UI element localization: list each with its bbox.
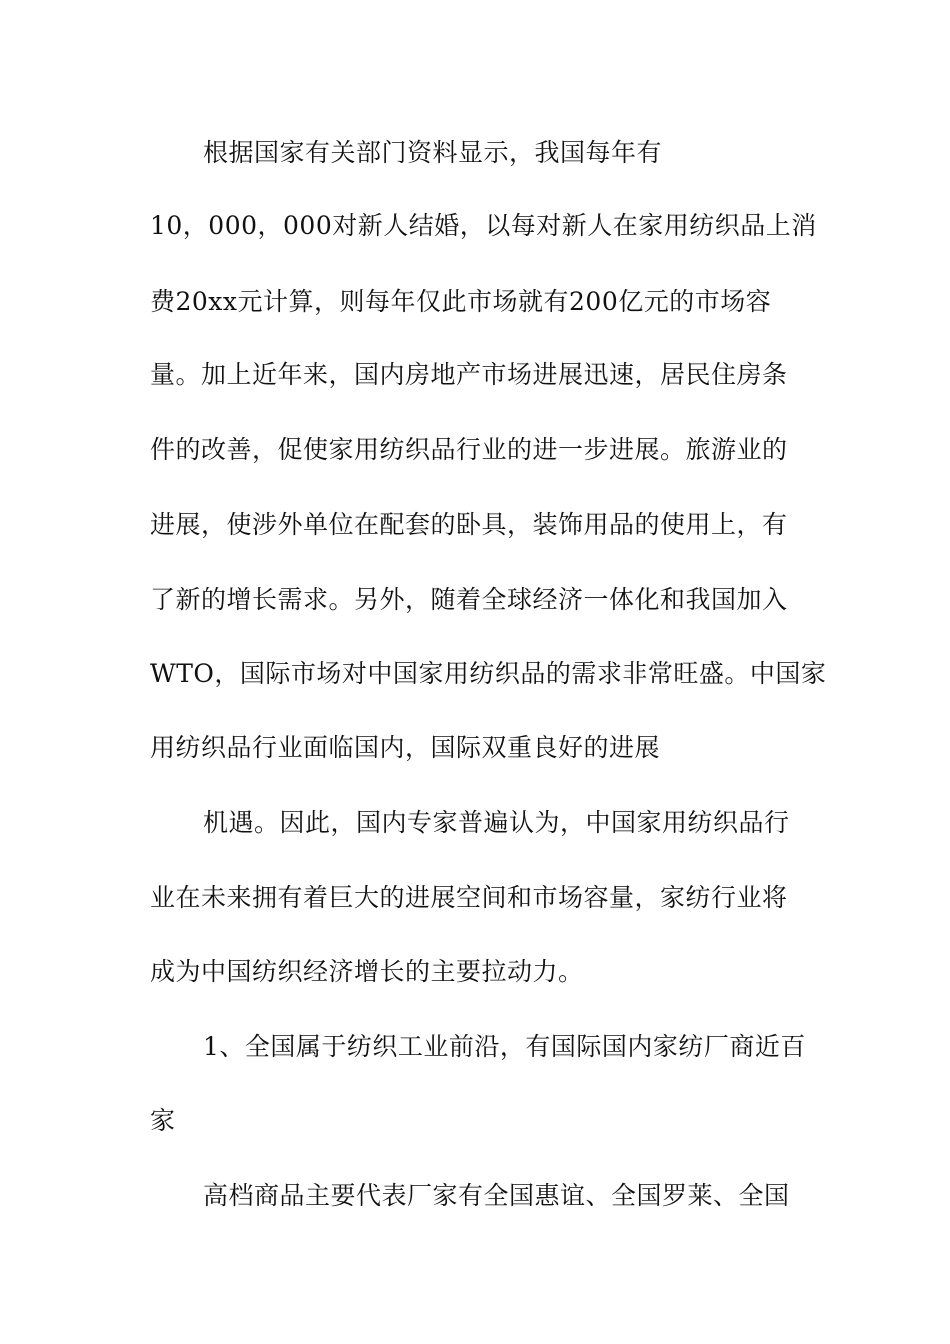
paragraph-line: 费20xx元计算，则每年仅此市场就有200亿元的市场容 — [150, 287, 772, 316]
paragraph-line: 用纺织品行业面临国内，国际双重良好的进展 — [150, 733, 661, 762]
paragraph-line: 10，000，000对新人结婚，以每对新人在家用纺织品上消 — [150, 211, 817, 240]
paragraph-line: 了新的增长需求。另外，随着全球经济一体化和我国加入 — [150, 585, 788, 614]
paragraph-line: 高档商品主要代表厂家有全国惠谊、全国罗莱、全国 — [203, 1181, 790, 1210]
paragraph-line: 机遇。因此，国内专家普遍认为，中国家用纺织品行 — [203, 808, 790, 837]
paragraph-line: 根据国家有关部门资料显示，我国每年有 — [203, 138, 663, 167]
paragraph-line: 进展，使涉外单位在配套的卧具，装饰用品的使用上，有 — [150, 510, 788, 539]
paragraph-line: 件的改善，促使家用纺织品行业的进一步进展。旅游业的 — [150, 435, 788, 464]
paragraph-line: 家 — [150, 1106, 176, 1135]
paragraph-line: WTO，国际市场对中国家用纺织品的需求非常旺盛。中国家 — [150, 659, 827, 688]
paragraph-line: 业在未来拥有着巨大的进展空间和市场容量，家纺行业将 — [150, 883, 788, 912]
paragraph-line: 成为中国纺织经济增长的主要拉动力。 — [150, 957, 584, 986]
paragraph-line: 1、全国属于纺织工业前沿，有国际国内家纺厂商近百 — [203, 1032, 806, 1061]
paragraph-line: 量。加上近年来，国内房地产市场进展迅速，居民住房条 — [150, 360, 788, 389]
